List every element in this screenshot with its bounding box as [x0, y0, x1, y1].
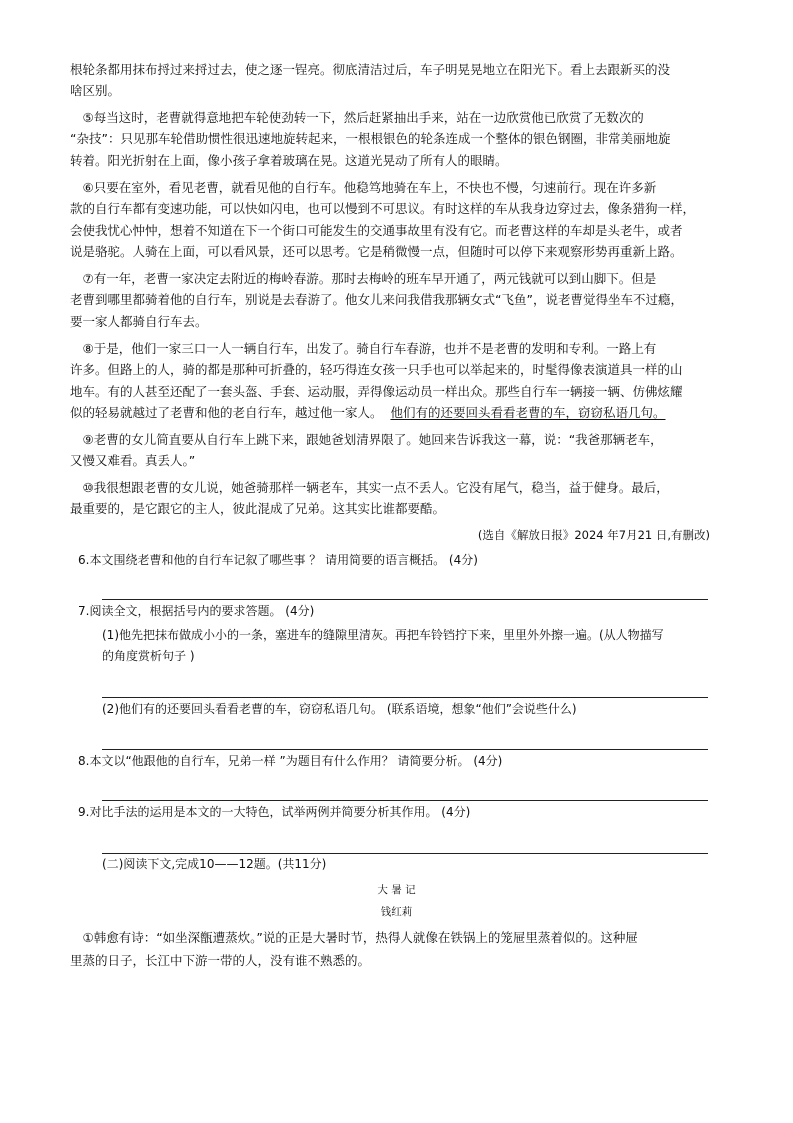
question-7-1-line-2: 的角度赏析句子 ): [102, 649, 195, 663]
article-line-15: 地车。有的人甚至还配了一套头盔、手套、运动服，弄得像运动员一样出众。那些自行车一辆接一辆、仿佛炫耀: [70, 384, 683, 399]
question-8: 8.本文以“他跟他的自行车，兄弟一样 ”为题目有什么作用？ 请简要分析。 (4分): [78, 754, 503, 768]
question-9: 9.对比手法的运用是本文的一大特色，试举两例并简要分析其作用。 (4分): [78, 805, 471, 819]
answer-line-8[interactable]: [102, 800, 708, 801]
underlined-sentence: 他们有的还要回头看看老曹的车，窃窃私语几句。: [390, 405, 666, 420]
article-line-16-text: 似的轻易就越过了老曹和他的老自行车，越过他一家人。: [70, 405, 383, 420]
article-line-10: ⑦有一年，老曹一家决定去附近的梅岭春游。那时去梅岭的班车早开通了，两元钱就可以到山脚下。但是: [70, 271, 657, 286]
article-2-line-1: ①韩愈有诗：“如坐深甑遭蒸炊。”说的正是大暑时节，热得人就像在铁锅上的笼屉里蒸着似的。这种屉: [70, 930, 638, 945]
article-line-17: ⑨老曹的女儿简直要从自行车上跳下来，跟她爸划清界限了。她回来告诉我这一幕，说：“我爸那辆老车，: [70, 432, 663, 447]
question-7: 7.阅读全文，根据括号内的要求答题。 (4分): [78, 604, 315, 618]
answer-line-6[interactable]: [102, 599, 708, 600]
question-7-2: (2)他们有的还要回头看看老曹的车，窃窃私语几句。 (联系语境，想象“他们”会说些什么): [102, 702, 577, 716]
article-source: (选自《解放日报》2024 年7月21 日,有删改): [477, 528, 710, 542]
article-2-author: 钱红莉: [380, 906, 413, 918]
article-2-title: 大 暑 记: [377, 884, 416, 896]
article-line-20: 最重要的，是它跟它的主人，彼此混成了兄弟。这其实比谁都要酷。: [70, 501, 446, 516]
article-line-2: 啥区别。: [70, 83, 121, 98]
article-2-line-2: 里蒸的日子，长江中下游一带的人，没有谁不熟悉的。: [70, 953, 371, 968]
article-line-19: ⑩我很想跟老曹的女儿说，她爸骑那样一辆老车，其实一点不丢人。它没有尾气，稳当，益于健身。最后，: [70, 480, 669, 495]
article-line-11: 老曹到哪里都骑着他的自行车，别说是去春游了。他女儿来问我借我那辆女式“飞鱼”，说老曹觉得坐车不过瘾，: [70, 292, 683, 307]
question-7-1-line-1: (1)他先把抹布做成小小的一条，塞进车的缝隙里清灰。再把车铃铛拧下来，里里外外擦一遍。(从人物描写: [102, 628, 664, 642]
answer-line-7-2[interactable]: [102, 749, 708, 750]
article-line-4: “杂技”：只见那车轮借助惯性很迅速地旋转起来，一根根银色的轮条连成一个整体的银色钢圈，非常美丽地旋: [70, 131, 671, 146]
section-2-heading: (二)阅读下文,完成10——12题。(共11分): [102, 857, 327, 871]
article-line-13: ⑧于是，他们一家三口一人一辆自行车，出发了。骑自行车春游，也并不是老曹的发明和专利。一路上有: [70, 341, 657, 356]
question-6: 6.本文围绕老曹和他的自行车记叙了哪些事 ？ 请用简要的语言概括。 (4分): [78, 553, 478, 567]
article-line-7: 款的自行车都有变速功能，可以快如闪电，也可以慢到不可思议。有时这样的车从我身边穿过去，像条猎狗一样，: [70, 201, 696, 216]
article-line-1: 根轮条都用抹布捋过来捋过去，使之逐一锃亮。彻底清洁过后，车子明晃晃地立在阳光下。看上去跟新买的没: [70, 62, 671, 77]
article-line-9: 说是骆驼。人骑在上面，可以看风景，还可以思考。它是稍微慢一点，但随时可以停下来观察形势再重新上路。: [70, 244, 683, 259]
article-line-16: [70, 405, 730, 421]
article-line-18: 又慢又难看。真丢人。”: [70, 453, 196, 468]
article-line-12: 要一家人都骑自行车去。: [70, 314, 208, 329]
article-line-8: 会使我忧心忡忡，想着不知道在下一个街口可能发生的交通事故里有没有它。而老曹这样的车却是头老牛，或者: [70, 223, 683, 238]
article-line-3: ⑤每当这时，老曹就得意地把车轮使劲转一下，然后赶紧抽出手来，站在一边欣赏他已欣赏了无数次的: [70, 110, 644, 125]
answer-line-7-1[interactable]: [102, 697, 708, 698]
article-line-14: 许多。但路上的人，骑的都是那种可折叠的，轻巧得连女孩一只手也可以举起来的，时髦得像表演道具一样的山: [70, 362, 683, 377]
article-line-5: 转着。阳光折射在上面，像小孩子拿着玻璃在晃。这道光晃动了所有人的眼睛。: [70, 153, 508, 168]
answer-line-9[interactable]: [102, 853, 708, 854]
article-line-6: ⑥只要在室外，看见老曹，就看见他的自行车。他稳笃地骑在车上，不快也不慢，匀速前行。现在许多新: [70, 180, 657, 195]
